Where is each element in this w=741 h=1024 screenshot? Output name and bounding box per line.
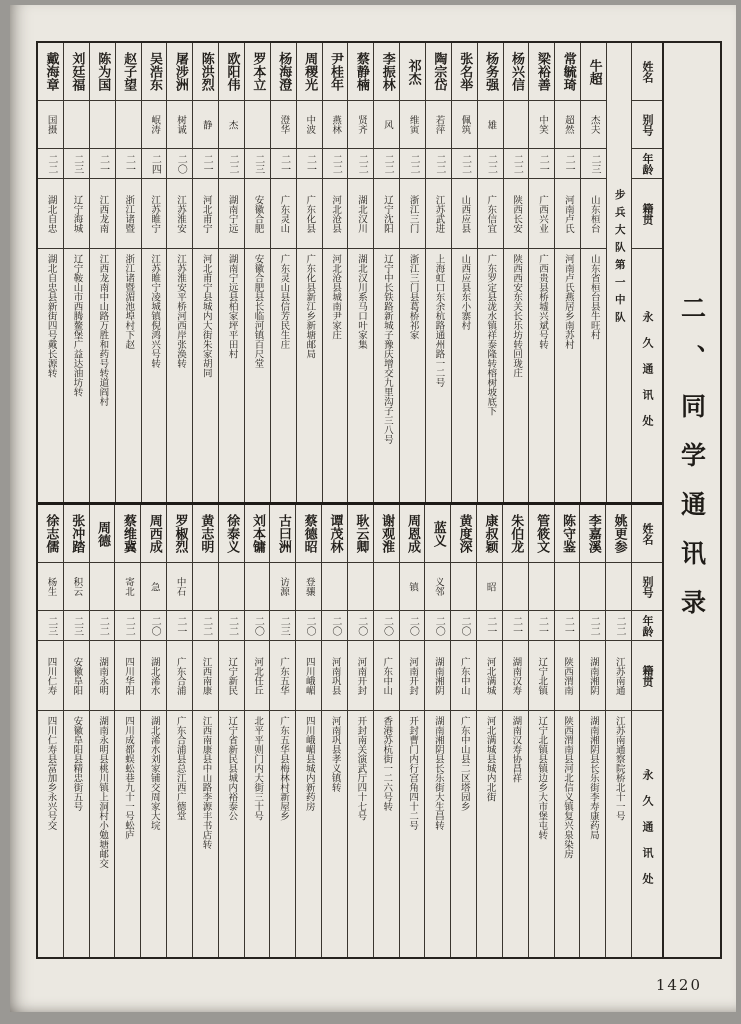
person-column xyxy=(504,43,530,502)
person-age-cell: 二一 xyxy=(529,149,554,179)
person-address-cell: 江苏淮安平桥河西岸张涣转 xyxy=(174,254,186,368)
person-origin-cell: 江苏睢宁 xyxy=(142,179,167,249)
person-origin-cell: 江西南康 xyxy=(193,641,218,711)
person-name-cell: 吴浩东 xyxy=(142,43,167,101)
person-age-cell: 二三 xyxy=(38,611,63,641)
person-column xyxy=(64,505,90,957)
person-origin-cell: 江苏武进 xyxy=(426,179,451,249)
person-alias-cell: 贤齐 xyxy=(348,101,373,149)
person-origin-cell: 湖北浠水 xyxy=(141,641,166,711)
person-name-cell: 张冲踏 xyxy=(64,505,89,563)
person-origin-cell: 广东信宜 xyxy=(478,179,503,249)
person-origin-cell: 河南卢氏 xyxy=(555,179,580,249)
person-address-cell: 河南巩县孝义镇转 xyxy=(329,716,341,792)
person-column xyxy=(426,43,452,502)
person-alias-cell: 超然 xyxy=(555,101,580,149)
person-alias-cell: 雄 xyxy=(478,101,503,149)
person-name-cell: 陶宗岱 xyxy=(426,43,451,101)
person-origin-cell: 湖南湘阴 xyxy=(425,641,450,711)
person-age-cell: 二三 xyxy=(270,611,295,641)
person-column xyxy=(451,505,477,957)
person-origin-cell: 广东中山 xyxy=(374,641,399,711)
person-address-cell: 广东化县新江乡新塘邮局 xyxy=(304,254,316,359)
person-origin-cell: 陕西渭南 xyxy=(555,641,580,711)
person-alias-cell xyxy=(555,563,580,611)
label-name: 姓名 xyxy=(632,505,662,563)
person-alias-cell xyxy=(322,563,347,611)
person-origin-cell: 陕西长安 xyxy=(504,179,529,249)
person-address-cell: 广东罗定县泷水镇祥泰隆转榕树坡底下 xyxy=(485,254,497,416)
person-name-cell: 陈洪烈 xyxy=(193,43,218,101)
person-column xyxy=(374,505,400,957)
person-name-cell: 周恩成 xyxy=(400,505,425,563)
person-origin-cell: 湖南宁远 xyxy=(219,179,244,249)
page-number: 1420 xyxy=(655,976,702,994)
person-address-cell: 陕西渭南县河北信义镇复兴泉染房 xyxy=(562,716,574,859)
person-age-cell: 二二 xyxy=(219,611,244,641)
person-alias-cell xyxy=(529,563,554,611)
person-column xyxy=(400,505,426,957)
person-name-cell: 蔡静楠 xyxy=(348,43,373,101)
person-age-cell: 二二 xyxy=(478,149,503,179)
person-origin-cell: 辽宁海城 xyxy=(64,179,89,249)
person-name-cell: 周德 xyxy=(90,505,115,563)
person-alias-cell xyxy=(348,563,373,611)
person-alias-cell: 急 xyxy=(141,563,166,611)
person-address-cell: 河北满城县城内北街 xyxy=(484,716,496,802)
person-alias-cell: 燕林 xyxy=(323,101,348,149)
label-name: 姓名 xyxy=(632,43,662,101)
person-address-cell: 辽宁北镇县镇边乡大市堡屯转 xyxy=(536,716,548,840)
person-column xyxy=(297,43,323,502)
person-address-cell: 辽宁省新民县城内裕泰公 xyxy=(226,716,238,821)
person-address-cell: 四川仁寿县富加乡永兴号交 xyxy=(45,716,57,830)
person-age-cell: 二二 xyxy=(90,611,115,641)
person-origin-cell: 四川峨嵋 xyxy=(296,641,321,711)
person-address-cell: 四川峨嵋县城内新药房 xyxy=(303,716,315,811)
person-age-cell: 二〇 xyxy=(141,611,166,641)
person-address-cell: 广东中山县二区塔园乡 xyxy=(458,716,470,811)
label-address: 永久通讯处 xyxy=(640,310,654,441)
person-origin-cell: 河南开封 xyxy=(400,641,425,711)
person-alias-cell xyxy=(580,563,605,611)
person-alias-cell xyxy=(451,563,476,611)
bottom-band xyxy=(38,505,662,957)
person-alias-cell xyxy=(90,563,115,611)
person-origin-cell: 浙江三门 xyxy=(400,179,425,249)
person-origin-cell: 四川仁寿 xyxy=(38,641,63,711)
person-age-cell: 二〇 xyxy=(167,149,192,179)
person-name-cell: 朱伯龙 xyxy=(503,505,528,563)
person-column xyxy=(581,43,607,502)
person-column xyxy=(141,505,167,957)
person-age-cell: 二三 xyxy=(581,149,606,179)
person-name-cell: 蔡德昭 xyxy=(296,505,321,563)
person-name-cell: 周稷光 xyxy=(297,43,322,101)
person-name-cell: 谢观淮 xyxy=(374,505,399,563)
person-column xyxy=(478,43,504,502)
label-age: 年龄 xyxy=(632,611,662,641)
person-address-cell: 河南卢氏燕居乡南苏村 xyxy=(562,254,574,349)
person-name-cell: 欧阳伟 xyxy=(219,43,244,101)
person-alias-cell: 义邻 xyxy=(425,563,450,611)
person-origin-cell: 湖北自忠 xyxy=(38,179,63,249)
person-address-cell: 辽宁鞍山市西腾鳌堡广益达油坊转 xyxy=(71,254,83,397)
person-age-cell: 二二 xyxy=(452,149,477,179)
person-origin-cell: 安徽阜阳 xyxy=(64,641,89,711)
person-column xyxy=(116,43,142,502)
label-age: 年龄 xyxy=(632,149,662,179)
person-column xyxy=(374,43,400,502)
person-address-cell: 湖南湘阴县长乐街李寿康药局 xyxy=(587,716,599,840)
person-name-cell: 黄志明 xyxy=(193,505,218,563)
person-column xyxy=(64,43,90,502)
person-name-cell: 黄度深 xyxy=(451,505,476,563)
person-origin-cell: 江苏淮安 xyxy=(167,179,192,249)
person-name-cell: 谭茂林 xyxy=(322,505,347,563)
person-name-cell: 康叔颖 xyxy=(477,505,502,563)
person-column xyxy=(271,43,297,502)
person-name-cell: 罗椒烈 xyxy=(167,505,192,563)
person-alias-cell: 澄华 xyxy=(271,101,296,149)
person-age-cell: 二四 xyxy=(142,149,167,179)
person-alias-cell: 积云 xyxy=(64,563,89,611)
person-alias-cell: 杰夫 xyxy=(581,101,606,149)
person-alias-cell xyxy=(245,563,270,611)
person-alias-cell: 中波 xyxy=(297,101,322,149)
person-address-cell: 湖南宁远县柏家坪平田村 xyxy=(226,254,238,359)
person-origin-cell: 山东桓台 xyxy=(581,179,606,249)
person-column xyxy=(90,43,116,502)
label-alias: 别号 xyxy=(632,563,662,611)
person-age-cell: 二一 xyxy=(193,149,218,179)
person-age-cell: 二一 xyxy=(503,611,528,641)
person-address-cell: 江苏南通察院桥北十一号 xyxy=(613,716,625,821)
person-column xyxy=(219,43,245,502)
person-origin-cell: 四川华阳 xyxy=(115,641,140,711)
person-address-cell: 广东合浦县总江西广德堂 xyxy=(174,716,186,821)
person-alias-cell xyxy=(503,563,528,611)
person-name-cell: 蔡维冀 xyxy=(115,505,140,563)
person-alias-cell: 中笑 xyxy=(529,101,554,149)
person-origin-cell: 湖南汉寿 xyxy=(503,641,528,711)
person-name-cell: 李嘉溪 xyxy=(580,505,605,563)
person-alias-cell: 岷涛 xyxy=(142,101,167,149)
person-alias-cell: 国摄 xyxy=(38,101,63,149)
person-address-cell: 河北甫宁县城内大街朱家胡同 xyxy=(200,254,212,378)
person-alias-cell: 登骧 xyxy=(296,563,321,611)
person-origin-cell: 辽宁沈阳 xyxy=(374,179,399,249)
row-label-column xyxy=(632,43,662,502)
person-name-cell: 牛超 xyxy=(581,43,606,101)
person-age-cell: 二〇 xyxy=(245,611,270,641)
person-column xyxy=(142,43,168,502)
person-alias-cell: 静 xyxy=(193,101,218,149)
person-name-cell: 赵子望 xyxy=(116,43,141,101)
person-age-cell: 二一 xyxy=(529,611,554,641)
person-column xyxy=(348,505,374,957)
person-name-cell: 古曰洲 xyxy=(270,505,295,563)
person-age-cell: 二〇 xyxy=(348,611,373,641)
person-alias-cell xyxy=(193,563,218,611)
person-address-cell: 安徽合肥县长临河镇百尺堂 xyxy=(252,254,264,368)
person-age-cell: 二二 xyxy=(115,611,140,641)
person-column xyxy=(529,43,555,502)
person-age-cell: 二二 xyxy=(374,149,399,179)
person-name-cell: 周西成 xyxy=(141,505,166,563)
person-name-cell: 祁杰 xyxy=(400,43,425,101)
person-origin-cell: 湖北汉川 xyxy=(348,179,373,249)
person-age-cell: 二三 xyxy=(245,149,270,179)
person-name-cell: 梁裕善 xyxy=(529,43,554,101)
person-name-cell: 姚更参 xyxy=(606,505,631,563)
person-alias-cell xyxy=(219,563,244,611)
person-column xyxy=(555,43,581,502)
person-address-cell: 陕西西安东关长乐坊转回珑庄 xyxy=(511,254,523,378)
person-column xyxy=(167,43,193,502)
person-address-cell: 香港苏杭街一二六号转 xyxy=(381,716,393,811)
person-column xyxy=(322,505,348,957)
person-origin-cell: 辽宁新民 xyxy=(219,641,244,711)
person-column xyxy=(452,43,478,502)
person-column xyxy=(90,505,116,957)
person-column xyxy=(296,505,322,957)
person-address-cell: 湖南永明县桃川镇上洞村小勉塘邮交 xyxy=(97,716,109,868)
person-age-cell: 二三 xyxy=(64,611,89,641)
person-column xyxy=(580,505,606,957)
person-address-cell: 四川成都蜈蚣巷九十一号蚣庐 xyxy=(122,716,134,840)
person-age-cell: 二二 xyxy=(348,149,373,179)
person-column xyxy=(348,43,374,502)
person-origin-cell: 浙江诸暨 xyxy=(116,179,141,249)
person-column xyxy=(193,505,219,957)
person-address-cell: 开封南关演武厅四十七号 xyxy=(355,716,367,821)
person-age-cell: 二二 xyxy=(400,149,425,179)
person-address-cell: 广西贵县桥墟兴斌号转 xyxy=(536,254,548,349)
person-address-cell: 北平平则门内大街三十号 xyxy=(252,716,264,821)
person-age-cell: 二〇 xyxy=(322,611,347,641)
person-name-cell: 常毓琦 xyxy=(555,43,580,101)
section-title: 二、同学通讯录 xyxy=(677,295,707,638)
person-origin-cell: 江苏南通 xyxy=(606,641,631,711)
person-name-cell: 耿云卿 xyxy=(348,505,373,563)
person-address-cell: 江西龙南中山路万胜和药号转道阎村 xyxy=(97,254,109,406)
person-origin-cell: 河北甫宁 xyxy=(193,179,218,249)
person-address-cell: 山西应县东小寨村 xyxy=(459,254,471,330)
person-address-cell: 开封曹门内行宫角四十二号 xyxy=(407,716,419,830)
person-address-cell: 湖南湘阴县长乐街大生昌转 xyxy=(432,716,444,830)
label-alias: 别号 xyxy=(632,101,662,149)
person-address-cell: 安徽阜阳县精忠街五号 xyxy=(71,716,83,811)
person-address-cell: 广东灵山县信芳民生庄 xyxy=(278,254,290,349)
person-alias-cell: 杨生 xyxy=(38,563,63,611)
person-address-cell: 浙江诸暨湄池埠村下赵 xyxy=(123,254,135,349)
person-address-cell: 上海虹口东余杭路通州路一二号 xyxy=(433,254,445,387)
person-age-cell: 二〇 xyxy=(451,611,476,641)
person-origin-cell: 湖南湘阴 xyxy=(580,641,605,711)
person-address-cell: 河北沧县城南尹家庄 xyxy=(330,254,342,340)
person-origin-cell: 河北沧县 xyxy=(323,179,348,249)
person-age-cell: 二一 xyxy=(90,149,115,179)
person-age-cell: 二二 xyxy=(580,611,605,641)
person-alias-cell: 若萍 xyxy=(426,101,451,149)
person-age-cell: 二一 xyxy=(555,611,580,641)
person-address-cell: 湖北汉川系马口叶家集 xyxy=(355,254,367,349)
person-alias-cell xyxy=(116,101,141,149)
label-origin: 籍贯 xyxy=(632,641,662,711)
person-name-cell: 李振林 xyxy=(374,43,399,101)
person-name-cell: 戴海章 xyxy=(38,43,63,101)
person-address-cell: 山东省桓台县牛旺村 xyxy=(588,254,600,340)
person-age-cell: 二一 xyxy=(271,149,296,179)
person-address-cell: 湖北浠水刘家铺交周家大垸 xyxy=(148,716,160,830)
person-column xyxy=(115,505,141,957)
person-origin-cell: 山西应县 xyxy=(452,179,477,249)
person-column xyxy=(245,43,271,502)
person-column xyxy=(38,43,64,502)
person-column xyxy=(425,505,451,957)
person-origin-cell: 广东灵山 xyxy=(271,179,296,249)
person-age-cell: 二二 xyxy=(193,611,218,641)
person-origin-cell: 河北满城 xyxy=(477,641,502,711)
person-name-cell: 徐泰义 xyxy=(219,505,244,563)
label-origin: 籍贯 xyxy=(632,179,662,249)
section-title-strip xyxy=(664,43,720,957)
person-age-cell: 二〇 xyxy=(425,611,450,641)
directory-page xyxy=(10,5,736,1012)
person-column xyxy=(606,505,632,957)
person-address-cell: 湖南汉寿协昌祥 xyxy=(510,716,522,783)
person-name-cell: 管筱文 xyxy=(529,505,554,563)
top-band xyxy=(38,43,662,505)
person-age-cell: 二〇 xyxy=(374,611,399,641)
person-column xyxy=(167,505,193,957)
person-column xyxy=(219,505,245,957)
person-address-cell: 辽宁中长铁路新城子豫庆增交九里沟子三八号 xyxy=(381,254,393,444)
person-alias-cell: 杰 xyxy=(219,101,244,149)
table-area xyxy=(38,43,664,957)
person-name-cell: 尹桂年 xyxy=(323,43,348,101)
person-origin-cell: 广东五华 xyxy=(270,641,295,711)
person-origin-cell: 辽宁北镇 xyxy=(529,641,554,711)
person-alias-cell xyxy=(504,101,529,149)
person-age-cell: 二一 xyxy=(167,611,192,641)
person-column xyxy=(193,43,219,502)
person-name-cell: 刘本镛 xyxy=(245,505,270,563)
label-address: 永久通讯处 xyxy=(640,769,654,899)
person-alias-cell: 寄北 xyxy=(115,563,140,611)
person-age-cell: 二〇 xyxy=(296,611,321,641)
person-age-cell: 二三 xyxy=(64,149,89,179)
person-origin-cell: 广东化县 xyxy=(297,179,322,249)
person-age-cell: 二一 xyxy=(555,149,580,179)
person-origin-cell: 广东中山 xyxy=(451,641,476,711)
person-address-cell: 浙江三门县葛桥祁家 xyxy=(407,254,419,340)
person-age-cell: 二〇 xyxy=(400,611,425,641)
person-origin-cell: 湖南永明 xyxy=(90,641,115,711)
person-column xyxy=(503,505,529,957)
person-origin-cell: 广西兴业 xyxy=(529,179,554,249)
person-alias-cell: 树诚 xyxy=(167,101,192,149)
person-address-cell: 江西南康县中山路李源丰书店转 xyxy=(200,716,212,849)
unit-column xyxy=(607,43,632,502)
person-column xyxy=(270,505,296,957)
person-address-cell: 广东五华县梅林村新屋乡 xyxy=(277,716,289,821)
person-alias-cell: 风 xyxy=(374,101,399,149)
person-age-cell: 二一 xyxy=(116,149,141,179)
person-column xyxy=(477,505,503,957)
person-alias-cell xyxy=(90,101,115,149)
person-origin-cell: 河南开封 xyxy=(348,641,373,711)
person-name-cell: 屠涉洲 xyxy=(167,43,192,101)
person-alias-cell: 佩筑 xyxy=(452,101,477,149)
person-name-cell: 张名举 xyxy=(452,43,477,101)
person-name-cell: 杨务强 xyxy=(478,43,503,101)
person-origin-cell: 河南巩县 xyxy=(322,641,347,711)
person-column xyxy=(245,505,271,957)
person-alias-cell xyxy=(606,563,631,611)
person-alias-cell: 访源 xyxy=(270,563,295,611)
row-label-column xyxy=(632,505,662,957)
unit-designation: 步兵大队第一中队 xyxy=(613,189,626,329)
person-address-cell: 湖北自忠县新街四号戴长源转 xyxy=(45,254,57,378)
person-age-cell: 二二 xyxy=(323,149,348,179)
person-alias-cell: 昭 xyxy=(477,563,502,611)
person-alias-cell xyxy=(245,101,270,149)
person-alias-cell: 镇 xyxy=(400,563,425,611)
person-alias-cell xyxy=(64,101,89,149)
person-alias-cell: 中石 xyxy=(167,563,192,611)
person-origin-cell: 河北任丘 xyxy=(245,641,270,711)
person-column xyxy=(529,505,555,957)
person-name-cell: 徐志儒 xyxy=(38,505,63,563)
person-name-cell: 杨海澄 xyxy=(271,43,296,101)
person-origin-cell: 安徽合肥 xyxy=(245,179,270,249)
person-name-cell: 杨兴信 xyxy=(504,43,529,101)
person-origin-cell: 江西龙南 xyxy=(90,179,115,249)
person-name-cell: 罗本立 xyxy=(245,43,270,101)
person-age-cell: 二一 xyxy=(297,149,322,179)
person-name-cell: 蓝义 xyxy=(425,505,450,563)
person-age-cell: 二一 xyxy=(477,611,502,641)
person-name-cell: 刘廷福 xyxy=(64,43,89,101)
person-age-cell: 二二 xyxy=(38,149,63,179)
person-name-cell: 陈为国 xyxy=(90,43,115,101)
person-alias-cell: 维寅 xyxy=(400,101,425,149)
person-name-cell: 陈守鉴 xyxy=(555,505,580,563)
person-age-cell: 二二 xyxy=(606,611,631,641)
person-column xyxy=(400,43,426,502)
person-age-cell: 二二 xyxy=(504,149,529,179)
person-column xyxy=(323,43,349,502)
person-column xyxy=(555,505,581,957)
person-alias-cell xyxy=(374,563,399,611)
person-address-cell: 江苏睢宁凌城镇倪鸿兴号转 xyxy=(149,254,161,368)
person-origin-cell: 广东合浦 xyxy=(167,641,192,711)
person-age-cell: 二二 xyxy=(219,149,244,179)
person-age-cell: 二二 xyxy=(426,149,451,179)
directory-table xyxy=(36,41,722,959)
person-column xyxy=(38,505,64,957)
